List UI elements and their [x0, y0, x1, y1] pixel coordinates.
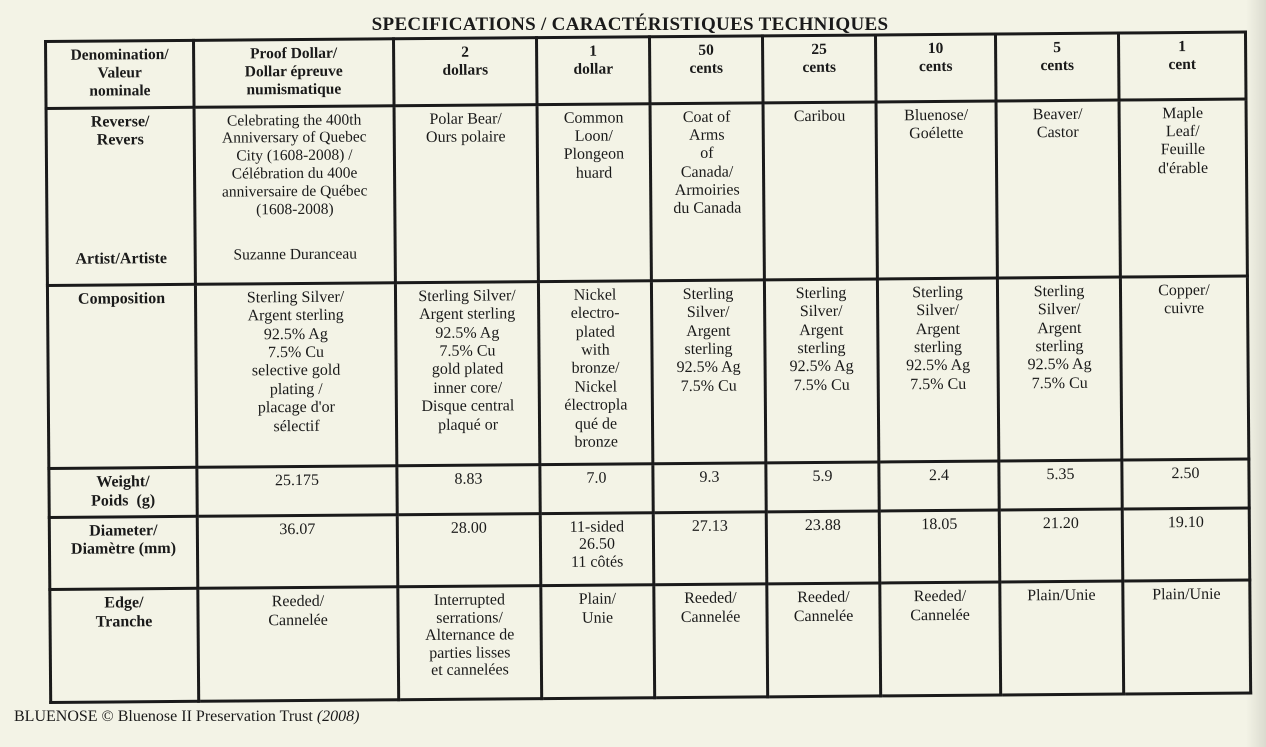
composition-1-cent: Copper/ cuivre — [1120, 276, 1248, 460]
header-1-dollar: 1 dollar — [536, 37, 650, 104]
weight-1-dollar: 7.0 — [540, 464, 653, 513]
reverse-50-cents: Coat of Arms of Canada/ Armoiries du Canada — [650, 102, 764, 280]
weight-proof-dollar: 25.175 — [197, 466, 397, 516]
reverse-label: Reverse/ Revers — [90, 112, 150, 149]
edge-1-dollar: Plain/ Unie — [541, 585, 655, 699]
diameter-1-cent: 19.10 — [1122, 508, 1250, 582]
edge-1-cent: Plain/Unie — [1123, 580, 1251, 694]
header-10-cents: 10 cents — [875, 34, 996, 101]
footer-text: BLUENOSE © Bluenose II Preservation Trust — [14, 708, 313, 725]
composition-5-cents: Sterling Silver/ Argent sterling 92.5% Ag 7.5% Cu — [997, 277, 1121, 461]
header-5-cents: 5 cents — [995, 33, 1119, 100]
header-50-cents: 50 cents — [649, 36, 763, 103]
reverse-1-cent: Maple Leaf/ Feuille d'érable — [1119, 99, 1247, 277]
reverse-1-dollar: Common Loon/ Plongeon huard — [537, 103, 651, 281]
edge-label: Edge/ Tranche — [50, 588, 199, 702]
reverse-10-cents: Bluenose/ Goélette — [876, 101, 997, 279]
edge-50-cents: Reeded/ Cannelée — [654, 584, 768, 698]
diameter-25-cents: 23.88 — [766, 511, 880, 584]
edge-10-cents: Reeded/ Cannelée — [880, 582, 1001, 696]
edge-25-cents: Reeded/ Cannelée — [767, 583, 881, 697]
reverse-row — [46, 99, 1247, 286]
reverse-2-dollars: Polar Bear/ Ours polaire — [394, 104, 538, 282]
diameter-2-dollars: 28.00 — [397, 513, 541, 587]
header-2-dollars: 2 dollars — [394, 38, 538, 106]
footer-credit — [14, 708, 359, 726]
diameter-10-cents: 18.05 — [879, 510, 1000, 583]
reverse-label-cell — [46, 107, 195, 285]
weight-5-cents: 5.35 — [999, 460, 1122, 509]
diameter-proof-dollar: 36.07 — [197, 514, 398, 588]
weight-2-dollars: 8.83 — [397, 465, 540, 514]
diameter-5-cents: 21.20 — [999, 509, 1123, 583]
diameter-row — [49, 508, 1250, 590]
edge-row — [50, 580, 1251, 702]
artist-label: Artist/Artiste — [75, 250, 168, 269]
weight-10-cents: 2.4 — [879, 461, 999, 510]
composition-row — [47, 276, 1248, 469]
composition-label: Composition — [47, 284, 196, 469]
composition-25-cents: Sterling Silver/ Argent sterling 92.5% Ag 7.5% Cu — [764, 279, 878, 463]
edge-5-cents: Plain/Unie — [1000, 581, 1124, 695]
footer-year: (2008) — [316, 708, 360, 725]
header-row — [46, 32, 1246, 108]
composition-2-dollars: Sterling Silver/ Argent sterling 92.5% Ag 7.5% Cu gold plated inner core/ Disque central plaqué or — [395, 281, 539, 465]
weight-1-cent: 2.50 — [1122, 459, 1249, 508]
reverse-5-cents: Beaver/ Castor — [996, 100, 1120, 278]
weight-25-cents: 5.9 — [766, 462, 879, 511]
composition-10-cents: Sterling Silver/ Argent sterling 92.5% Ag 7.5% Cu — [877, 278, 998, 462]
composition-50-cents: Sterling Silver/ Argent sterling 92.5% Ag 7.5% Cu — [651, 280, 765, 464]
header-proof-dollar: Proof Dollar/ Dollar épreuve numismatique — [194, 39, 395, 107]
composition-proof-dollar: Sterling Silver/ Argent sterling 92.5% Ag 7.5% Cu selective gold plating / placage d'or sélectif — [195, 283, 396, 468]
page-title: SPECIFICATIONS / CARACTÉRISTIQUES TECHNIQUES — [371, 14, 889, 35]
edge-2-dollars: Interrupted serrations/ Alternance de parties lisses et cannelées — [398, 586, 542, 700]
artist-name: Suzanne Duranceau — [233, 245, 358, 264]
reverse-proof-dollar-cell — [194, 105, 395, 284]
diameter-label: Diameter/ Diamètre (mm) — [49, 516, 198, 590]
header-25-cents: 25 cents — [762, 35, 876, 102]
weight-label: Weight/ Poids (g) — [49, 468, 197, 518]
diameter-1-dollar: 11-sided 26.50 11 côtés — [540, 512, 654, 585]
diameter-50-cents: 27.13 — [653, 511, 767, 584]
header-1-cent: 1 cent — [1118, 32, 1246, 99]
edge-proof-dollar: Reeded/ Cannelée — [198, 587, 399, 701]
reverse-25-cents: Caribou — [763, 101, 877, 279]
header-denomination: Denomination/ Valeur nominale — [46, 40, 195, 108]
reverse-proof-dollar: Celebrating the 400th Anniversary of Quebec City (1608-2008) / Célébration du 400e anniversaire de Québec (1608-2008) — [221, 111, 368, 218]
composition-1-dollar: Nickel electro- plated with bronze/ Nickel électropla qué de bronze — [538, 281, 652, 465]
specifications-table — [44, 31, 1252, 704]
weight-50-cents: 9.3 — [653, 463, 766, 512]
